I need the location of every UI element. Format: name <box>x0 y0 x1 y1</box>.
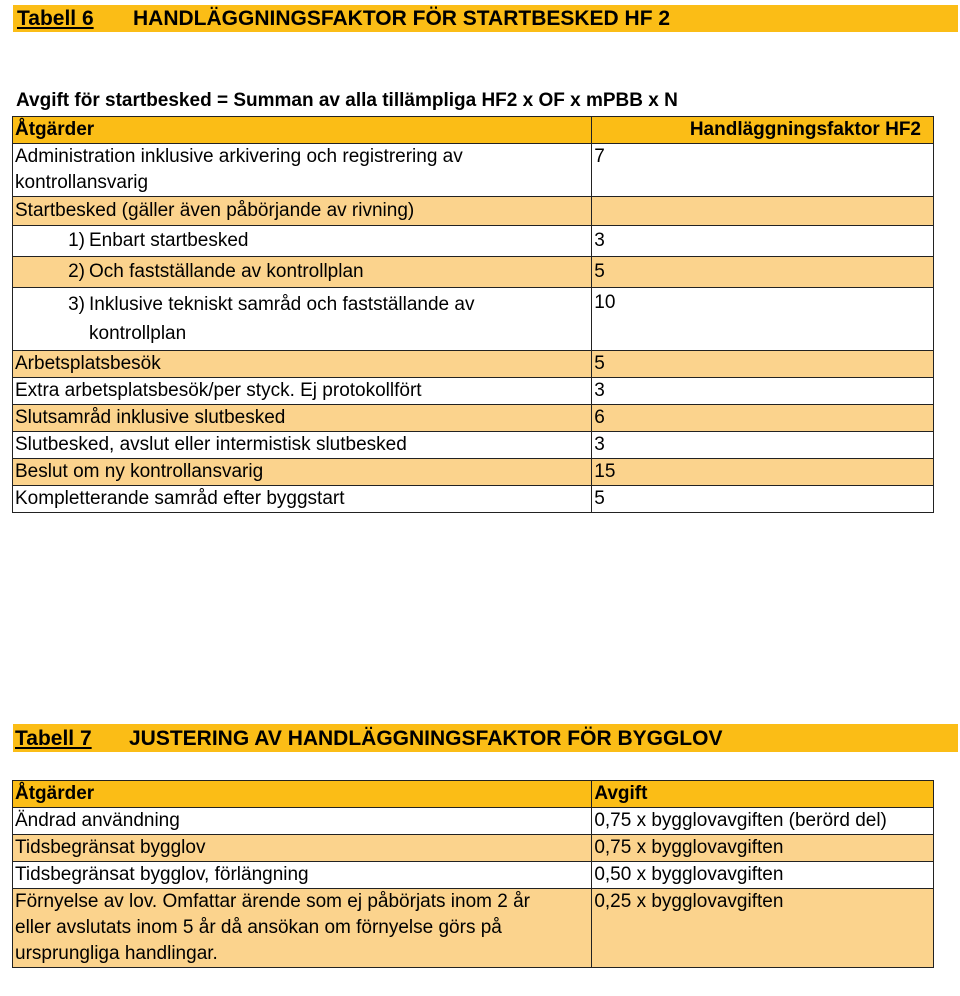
table-row <box>13 889 934 968</box>
row-label-cell <box>13 257 592 288</box>
row-value: 3 <box>592 226 934 257</box>
table7-title: JUSTERING AV HANDLÄGGNINGSFAKTOR FÖR BYGGLOV <box>129 727 723 750</box>
row-value: 0,25 x bygglovavgiften <box>592 889 934 968</box>
row-label: Förnyelse av lov. Omfattar ärende som ej påbörjats inom 2 år eller avslutats inom 5 år då ansökan om förnyelse görs på ursprungliga handlingar. <box>13 889 592 968</box>
table6-title-band <box>13 5 958 32</box>
row-label: Administration inklusive arkivering och registrering av kontrollansvarig <box>13 144 592 197</box>
row-label-cell <box>13 288 592 351</box>
table6-header-row <box>13 117 934 144</box>
row-label: Tidsbegränsat bygglov <box>13 835 592 862</box>
row-label: Extra arbetsplatsbesök/per styck. Ej protokollfört <box>13 378 592 405</box>
table-row <box>13 432 934 459</box>
row-value: 5 <box>592 486 934 513</box>
table-row <box>13 405 934 432</box>
row-value: 7 <box>592 144 934 197</box>
table7 <box>12 780 934 968</box>
row-number: 3) <box>68 294 85 315</box>
row-value: 0,75 x bygglovavgiften (berörd del) <box>592 808 934 835</box>
table7-header-col1: Åtgärder <box>13 781 592 808</box>
table7-header-row <box>13 781 934 808</box>
row-value: 15 <box>592 459 934 486</box>
table-row <box>13 808 934 835</box>
table-row <box>13 486 934 513</box>
row-label: Beslut om ny kontrollansvarig <box>13 459 592 486</box>
table6-header-col2: Handläggningsfaktor HF2 <box>592 117 934 144</box>
table7-title-band <box>13 724 958 752</box>
table-row <box>13 197 934 226</box>
table6-formula: Avgift för startbesked = Summan av alla tillämpliga HF2 x OF x mPBB x N <box>16 90 678 111</box>
row-value: 10 <box>592 288 934 351</box>
row-label: Inklusive tekniskt samråd och fastställande av kontrollplan <box>89 294 475 344</box>
row-number: 1) <box>68 230 85 251</box>
row-label: Enbart startbesked <box>89 230 249 251</box>
row-label: Startbesked (gäller även påbörjande av rivning) <box>13 197 592 226</box>
row-value: 3 <box>592 432 934 459</box>
table-row <box>13 288 934 351</box>
row-label: Arbetsplatsbesök <box>13 351 592 378</box>
table-row <box>13 835 934 862</box>
row-value: 6 <box>592 405 934 432</box>
row-value: 0,50 x bygglovavgiften <box>592 862 934 889</box>
row-label: Och fastställande av kontrollplan <box>89 261 364 282</box>
row-label-cell <box>13 226 592 257</box>
table-row <box>13 378 934 405</box>
table6 <box>12 116 934 513</box>
table-row <box>13 862 934 889</box>
row-label: Kompletterande samråd efter byggstart <box>13 486 592 513</box>
row-value: 5 <box>592 257 934 288</box>
table-row <box>13 257 934 288</box>
row-label: Tidsbegränsat bygglov, förlängning <box>13 862 592 889</box>
row-label: Ändrad användning <box>13 808 592 835</box>
row-label: Slutbesked, avslut eller intermistisk slutbesked <box>13 432 592 459</box>
table-row <box>13 144 934 197</box>
row-value: 5 <box>592 351 934 378</box>
row-value <box>592 197 934 226</box>
table-row <box>13 459 934 486</box>
table6-title: HANDLÄGGNINGSFAKTOR FÖR STARTBESKED HF 2 <box>133 7 671 30</box>
table6-number: Tabell 6 <box>17 7 94 30</box>
row-number: 2) <box>68 261 85 282</box>
table7-header-col2: Avgift <box>592 781 934 808</box>
row-label: Slutsamråd inklusive slutbesked <box>13 405 592 432</box>
table-row <box>13 226 934 257</box>
row-value: 3 <box>592 378 934 405</box>
table6-header-col1: Åtgärder <box>13 117 592 144</box>
table-row <box>13 351 934 378</box>
table7-number: Tabell 7 <box>15 727 92 750</box>
row-value: 0,75 x bygglovavgiften <box>592 835 934 862</box>
